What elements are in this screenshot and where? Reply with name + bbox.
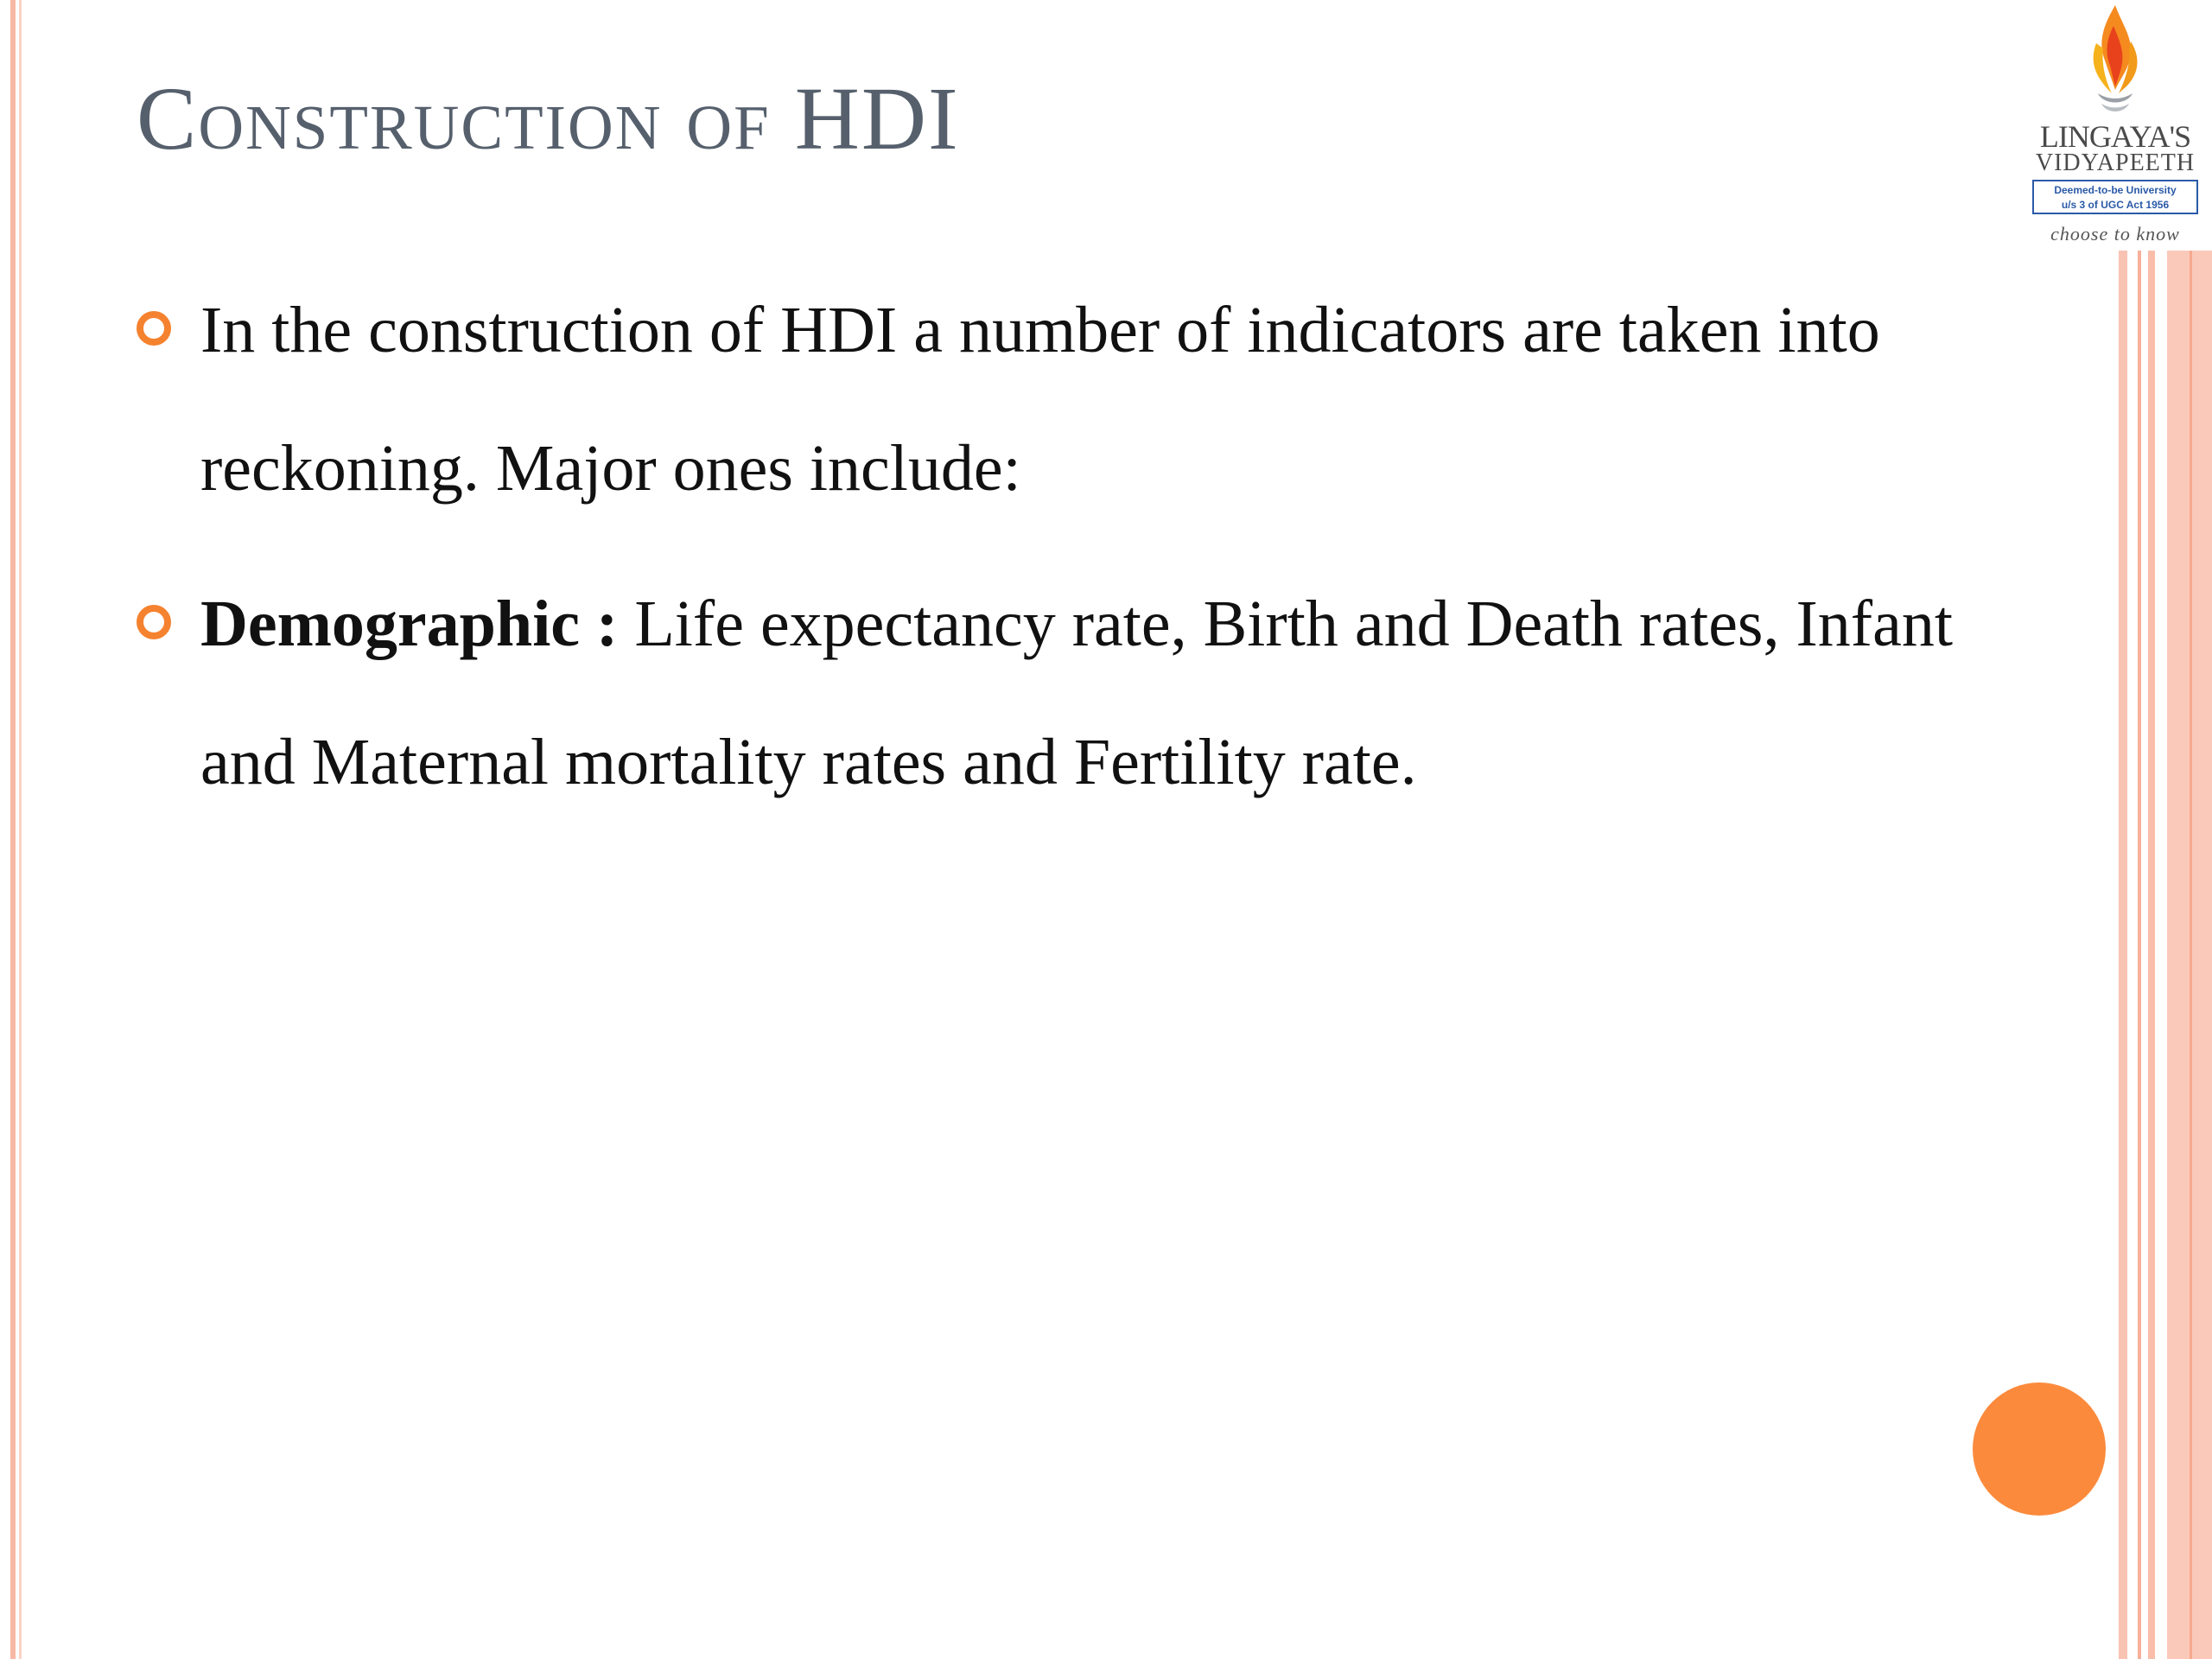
right-decorative-stripe [2190, 251, 2192, 1659]
right-decorative-stripe [2138, 251, 2141, 1659]
bullet-body: Life expectancy rate, Birth and Death rates, Infant and Maternal mortality rates and Fertility rate. [200, 588, 1953, 798]
right-decorative-stripe [2119, 251, 2127, 1659]
decorative-orange-circle [1973, 1382, 2106, 1516]
bullet-list [137, 261, 2003, 831]
flame-icon [2018, 0, 2212, 121]
bullet-text [200, 261, 2003, 537]
university-logo [2018, 0, 2212, 251]
slide-title: Construction of HDI [137, 69, 960, 168]
logo-badge-line1: Deemed-to-be University [2054, 184, 2177, 196]
bullet-bold-lead: Demographic : [200, 588, 635, 660]
bullet-item-indicators [137, 261, 2003, 537]
left-decorative-stripe-thin [19, 0, 22, 1659]
logo-tagline: choose to know [2050, 223, 2180, 245]
logo-name-line1: LINGAYA'S [2039, 119, 2191, 154]
logo-name-line2: VIDYAPEETH [2035, 149, 2196, 176]
logo-accreditation-badge [2032, 180, 2198, 214]
bullet-text [200, 555, 2003, 831]
bullet-item-demographic [137, 555, 2003, 831]
bullet-ring-icon [137, 311, 171, 346]
bullet-body: In the construction of HDI a number of indicators are taken into reckoning. Major ones include: [200, 294, 1880, 505]
logo-badge-line2: u/s 3 of UGC Act 1956 [2061, 199, 2170, 211]
bullet-ring-icon [137, 605, 171, 639]
right-decorative-stripe [2148, 251, 2155, 1659]
left-decorative-stripe [10, 0, 16, 1659]
